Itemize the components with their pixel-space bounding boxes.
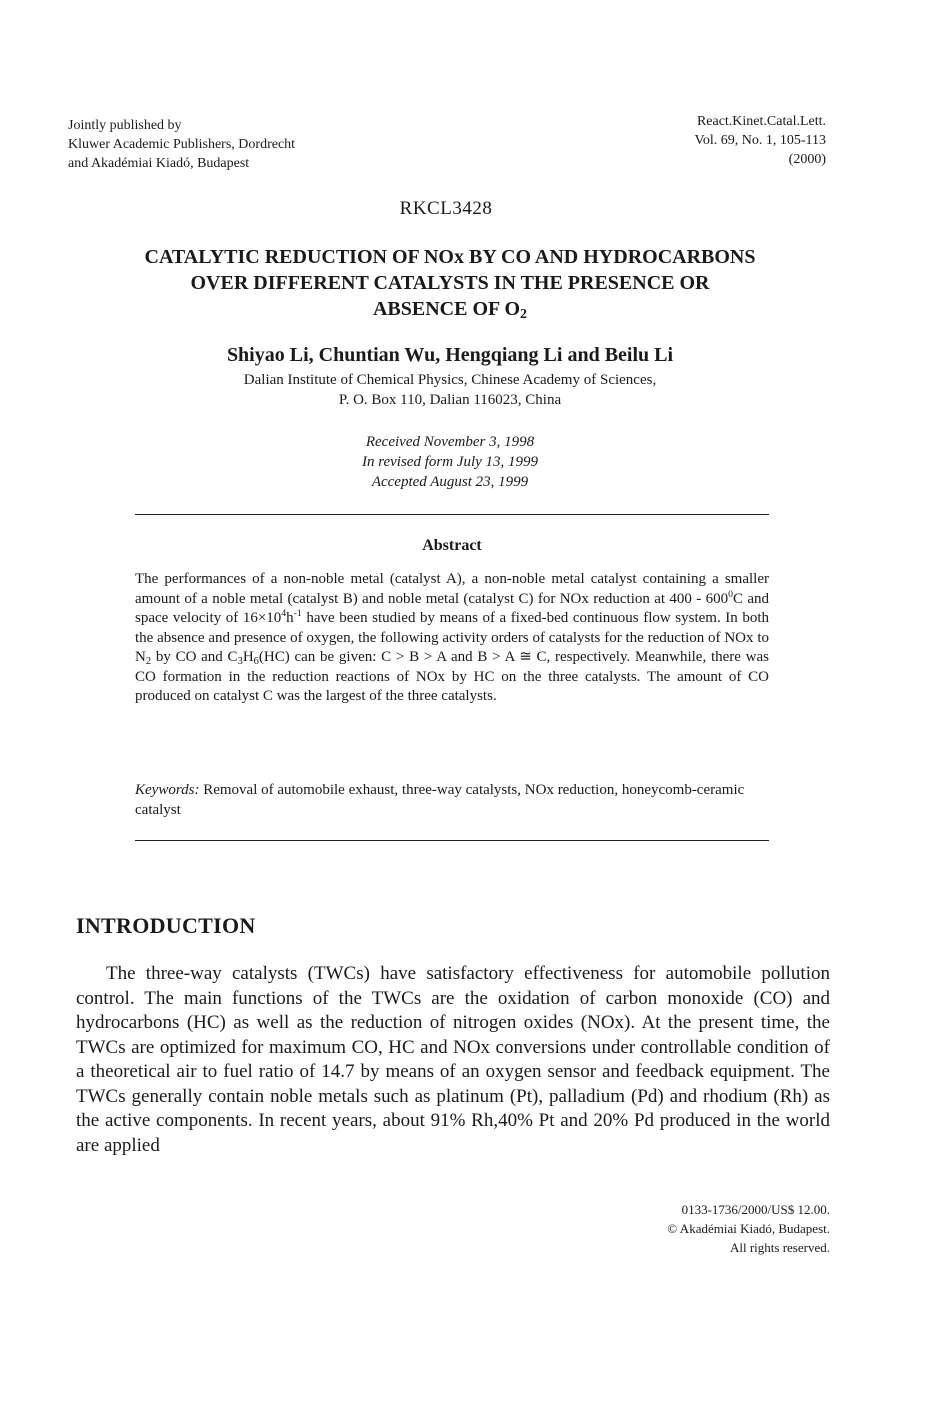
journal-line: Vol. 69, No. 1, 105-113	[694, 133, 826, 148]
abstract-subscript: 2	[145, 656, 152, 667]
abstract-superscript: -1	[293, 608, 302, 619]
abstract-heading: Abstract	[422, 537, 482, 554]
footer-copyright: © Akadémiai Kiadó, Budapest.	[667, 1221, 830, 1236]
abstract-subscript: 6	[253, 656, 259, 667]
received-date: Received November 3, 1998	[365, 434, 535, 450]
title-line-3-text: ABSENCE OF O	[372, 298, 521, 320]
publisher-line: Jointly published by	[68, 118, 182, 133]
title-line-3	[70, 296, 830, 322]
introduction-heading: INTRODUCTION	[76, 913, 256, 938]
article-title	[70, 244, 830, 322]
title-line-2: OVER DIFFERENT CATALYSTS IN THE PRESENCE OR	[190, 272, 710, 294]
article-dates	[68, 432, 832, 492]
affiliation-line-1: Dalian Institute of Chemical Physics, Chinese Academy of Sciences,	[243, 372, 657, 388]
keywords-text: Removal of automobile exhaust, three-way catalysts, NOx reduction, honeycomb-ceramic catalyst	[135, 782, 745, 818]
abstract-part: C and space velocity of 16×10	[135, 590, 769, 626]
abstract-part: have been studied by means of a fixed-bed continuous flow system. In both the absence and presence of oxygen, the following activity orders of catalysts for the reduction of NOx to N	[135, 610, 769, 665]
journal-line: React.Kinet.Catal.Lett.	[696, 114, 826, 129]
divider-bottom	[135, 840, 769, 841]
divider-top	[135, 514, 769, 515]
revised-date: In revised form July 13, 1999	[361, 454, 539, 470]
abstract-superscript: 0	[728, 588, 733, 600]
publisher-line: Kluwer Academic Publishers, Dordrecht	[68, 137, 296, 152]
abstract-superscript: 4	[281, 608, 287, 619]
article-code: RKCL3428	[399, 198, 493, 219]
abstract-part: The performances of a non-noble metal (catalyst A), a non-noble metal catalyst containing a smaller amount of a noble metal (catalyst B) and noble metal (catalyst C) for NOx reduction at 400 - 600	[135, 571, 769, 607]
affiliation	[68, 370, 832, 410]
abstract-part: (HC) can be given: C > B > A and B > A ≅ C, respectively. Meanwhile, there was CO formation in the reduction reactions of NOx by HC on the three catalysts. The amount of CO produced on catalyst C was the largest of the three catalysts.	[135, 649, 769, 704]
copyright-footer	[667, 1200, 830, 1257]
abstract-part: h	[286, 610, 294, 626]
title-line-1: CATALYTIC REDUCTION OF NOx BY CO AND HYDROCARBONS	[144, 246, 756, 268]
journal-citation	[695, 112, 826, 169]
keywords-label: Keywords:	[135, 782, 200, 798]
footer-price: 0133-1736/2000/US$ 12.00.	[681, 1202, 830, 1217]
journal-line: (2000)	[788, 152, 826, 167]
keywords	[135, 780, 769, 820]
affiliation-line-2: P. O. Box 110, Dalian 116023, China	[338, 392, 562, 408]
introduction-text: The three-way catalysts (TWCs) have satisfactory effectiveness for automobile pollution control. The main functions of the TWCs are the oxidation of carbon monoxide (CO) and hydrocarbons (HC) as well as the reduction of nitrogen oxides (NOx). At the present time, the TWCs are optimized for maximum CO, HC and NOx conversions under controllable condition of a theoretical air to fuel ratio of 14.7 by means of an oxygen sensor and feedback equipment. The TWCs generally contain noble metals such as platinum (Pt), palladium (Pd) and rhodium (Rh) as the active components. In recent years, about 91% Rh,40% Pt and 20% Pd produced in the world are applied	[76, 963, 830, 1156]
abstract-subscript: 3	[237, 656, 243, 667]
accepted-date: Accepted August 23, 1999	[371, 474, 529, 490]
footer-rights: All rights reserved.	[729, 1240, 830, 1255]
publisher-info	[68, 116, 295, 173]
publisher-line: and Akadémiai Kiadó, Budapest	[68, 156, 250, 171]
title-subscript: 2	[520, 307, 528, 322]
abstract-part: H	[242, 649, 254, 665]
abstract-text	[135, 570, 769, 707]
author-list: Shiyao Li, Chuntian Wu, Hengqiang Li and Beilu Li	[226, 344, 674, 366]
abstract-part: by CO and C	[151, 649, 238, 665]
